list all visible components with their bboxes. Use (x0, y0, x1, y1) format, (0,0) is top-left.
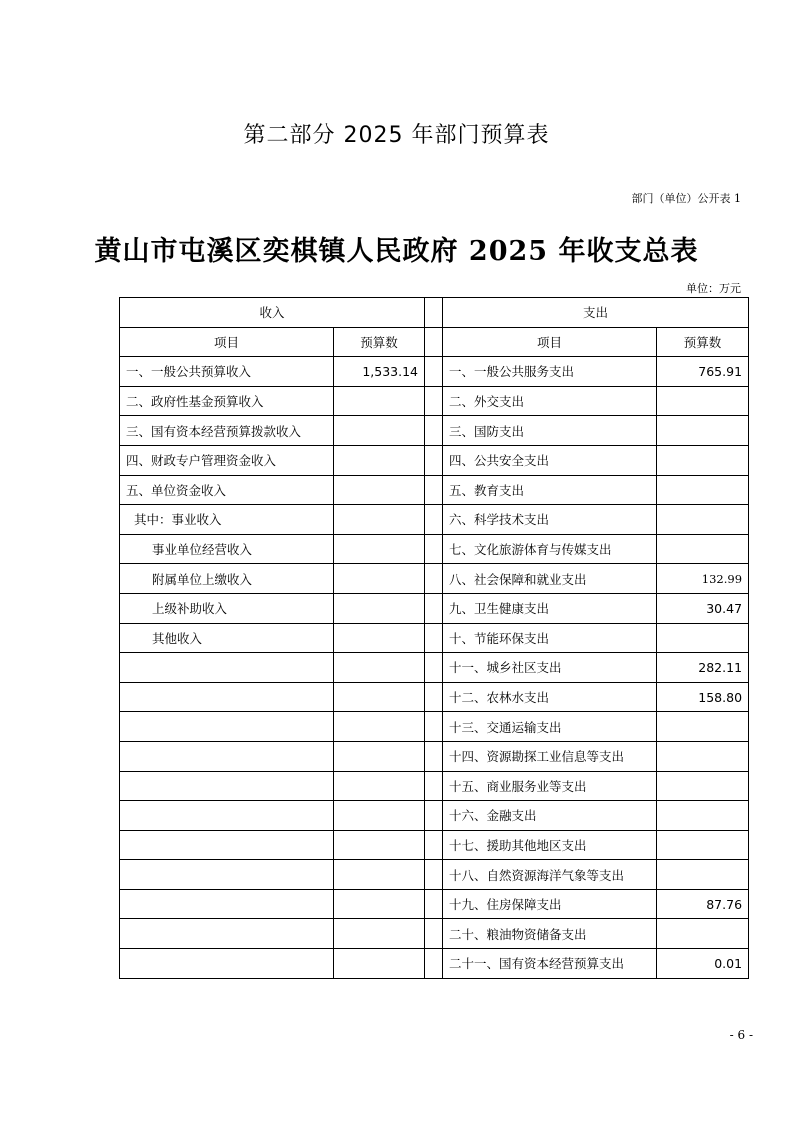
expense-item: 十六、金融支出 (443, 801, 657, 831)
income-budget-header: 预算数 (334, 327, 425, 357)
expense-budget-header: 预算数 (657, 327, 749, 357)
table-row (120, 534, 749, 564)
column-gap (425, 860, 443, 890)
expense-value: 0.01 (657, 949, 749, 979)
budget-table (119, 297, 749, 979)
table-row (120, 357, 749, 387)
expense-item: 七、文化旅游体育与传媒支出 (443, 534, 657, 564)
expense-item: 十八、自然资源海洋气象等支出 (443, 860, 657, 890)
income-item (120, 830, 334, 860)
income-value (334, 682, 425, 712)
table-row (120, 386, 749, 416)
income-item: 附属单位上缴收入 (120, 564, 334, 594)
income-item: 上级补助收入 (120, 593, 334, 623)
income-item: 四、财政专户管理资金收入 (120, 445, 334, 475)
column-gap (425, 298, 443, 328)
column-gap (425, 712, 443, 742)
income-item (120, 860, 334, 890)
table-row (120, 593, 749, 623)
table-row (120, 860, 749, 890)
table-row (120, 475, 749, 505)
table-row (120, 949, 749, 979)
income-item (120, 741, 334, 771)
column-gap (425, 327, 443, 357)
table-row (120, 771, 749, 801)
unit-label: 单位：万元 (686, 282, 741, 295)
expense-value (657, 505, 749, 535)
column-gap (425, 416, 443, 446)
income-value (334, 445, 425, 475)
column-gap (425, 889, 443, 919)
column-gap (425, 653, 443, 683)
income-value (334, 623, 425, 653)
expense-value (657, 712, 749, 742)
column-gap (425, 593, 443, 623)
income-value (334, 386, 425, 416)
column-gap (425, 534, 443, 564)
table-row (120, 564, 749, 594)
column-gap (425, 741, 443, 771)
income-item: 其中：事业收入 (120, 505, 334, 535)
column-gap (425, 505, 443, 535)
column-gap (425, 386, 443, 416)
expense-item: 五、教育支出 (443, 475, 657, 505)
expense-item: 二十、粮油物资储备支出 (443, 919, 657, 949)
column-gap (425, 919, 443, 949)
income-value (334, 949, 425, 979)
table-row (120, 712, 749, 742)
expense-value: 765.91 (657, 357, 749, 387)
expense-item: 二十一、国有资本经营预算支出 (443, 949, 657, 979)
income-item (120, 801, 334, 831)
expense-value: 132.99 (657, 564, 749, 594)
column-gap (425, 801, 443, 831)
expense-item: 二、外交支出 (443, 386, 657, 416)
income-value (334, 860, 425, 890)
expense-value (657, 475, 749, 505)
income-item (120, 771, 334, 801)
income-value (334, 712, 425, 742)
column-gap (425, 771, 443, 801)
table-row (120, 682, 749, 712)
column-gap (425, 949, 443, 979)
expense-header: 支出 (443, 298, 749, 328)
column-gap (425, 445, 443, 475)
expense-value (657, 741, 749, 771)
section-header-row (120, 298, 749, 328)
expense-value: 30.47 (657, 593, 749, 623)
column-gap (425, 564, 443, 594)
expense-value (657, 771, 749, 801)
expense-value (657, 416, 749, 446)
income-value (334, 505, 425, 535)
expense-item: 十三、交通运输支出 (443, 712, 657, 742)
expense-item: 八、社会保障和就业支出 (443, 564, 657, 594)
table-row (120, 653, 749, 683)
income-item: 一、一般公共预算收入 (120, 357, 334, 387)
column-gap (425, 682, 443, 712)
column-gap (425, 623, 443, 653)
page-number: - 6 - (729, 1028, 753, 1042)
expense-value (657, 801, 749, 831)
income-value (334, 741, 425, 771)
expense-item: 十五、商业服务业等支出 (443, 771, 657, 801)
income-header: 收入 (120, 298, 425, 328)
expense-value (657, 830, 749, 860)
income-item (120, 682, 334, 712)
column-gap (425, 475, 443, 505)
income-item: 五、单位资金收入 (120, 475, 334, 505)
table-row (120, 801, 749, 831)
income-value (334, 416, 425, 446)
income-value (334, 919, 425, 949)
expense-value (657, 386, 749, 416)
expense-item: 九、卫生健康支出 (443, 593, 657, 623)
income-item (120, 712, 334, 742)
expense-value (657, 445, 749, 475)
expense-item: 十四、资源勘探工业信息等支出 (443, 741, 657, 771)
table-id: 部门（单位）公开表 1 (631, 192, 741, 205)
income-value (334, 653, 425, 683)
expense-item: 十二、农林水支出 (443, 682, 657, 712)
expense-value: 282.11 (657, 653, 749, 683)
table-row (120, 830, 749, 860)
income-value: 1,533.14 (334, 357, 425, 387)
expense-item: 一、一般公共服务支出 (443, 357, 657, 387)
expense-item: 十七、援助其他地区支出 (443, 830, 657, 860)
income-value (334, 771, 425, 801)
income-item (120, 653, 334, 683)
income-item (120, 949, 334, 979)
table-row (120, 919, 749, 949)
column-header-row (120, 327, 749, 357)
table-row (120, 741, 749, 771)
expense-item: 三、国防支出 (443, 416, 657, 446)
income-item: 三、国有资本经营预算拨款收入 (120, 416, 334, 446)
expense-item: 十一、城乡社区支出 (443, 653, 657, 683)
expense-item: 十、节能环保支出 (443, 623, 657, 653)
income-value (334, 564, 425, 594)
income-item (120, 889, 334, 919)
income-item: 二、政府性基金预算收入 (120, 386, 334, 416)
table-row (120, 623, 749, 653)
income-item-header: 项目 (120, 327, 334, 357)
expense-value (657, 534, 749, 564)
expense-value (657, 623, 749, 653)
income-value (334, 801, 425, 831)
income-value (334, 534, 425, 564)
expense-item: 六、科学技术支出 (443, 505, 657, 535)
column-gap (425, 830, 443, 860)
table-row (120, 416, 749, 446)
expense-value: 158.80 (657, 682, 749, 712)
expense-item: 十九、住房保障支出 (443, 889, 657, 919)
column-gap (425, 357, 443, 387)
table-row (120, 889, 749, 919)
income-value (334, 475, 425, 505)
expense-item-header: 项目 (443, 327, 657, 357)
part-title: 第二部分 2025 年部门预算表 (243, 123, 550, 148)
expense-value (657, 860, 749, 890)
table-row (120, 445, 749, 475)
income-item (120, 919, 334, 949)
income-value (334, 593, 425, 623)
income-item: 其他收入 (120, 623, 334, 653)
expense-item: 四、公共安全支出 (443, 445, 657, 475)
income-item: 事业单位经营收入 (120, 534, 334, 564)
expense-value: 87.76 (657, 889, 749, 919)
page-title: 黄山市屯溪区奕棋镇人民政府 2025 年收支总表 (94, 236, 699, 267)
expense-value (657, 919, 749, 949)
income-value (334, 889, 425, 919)
table-row (120, 505, 749, 535)
income-value (334, 830, 425, 860)
